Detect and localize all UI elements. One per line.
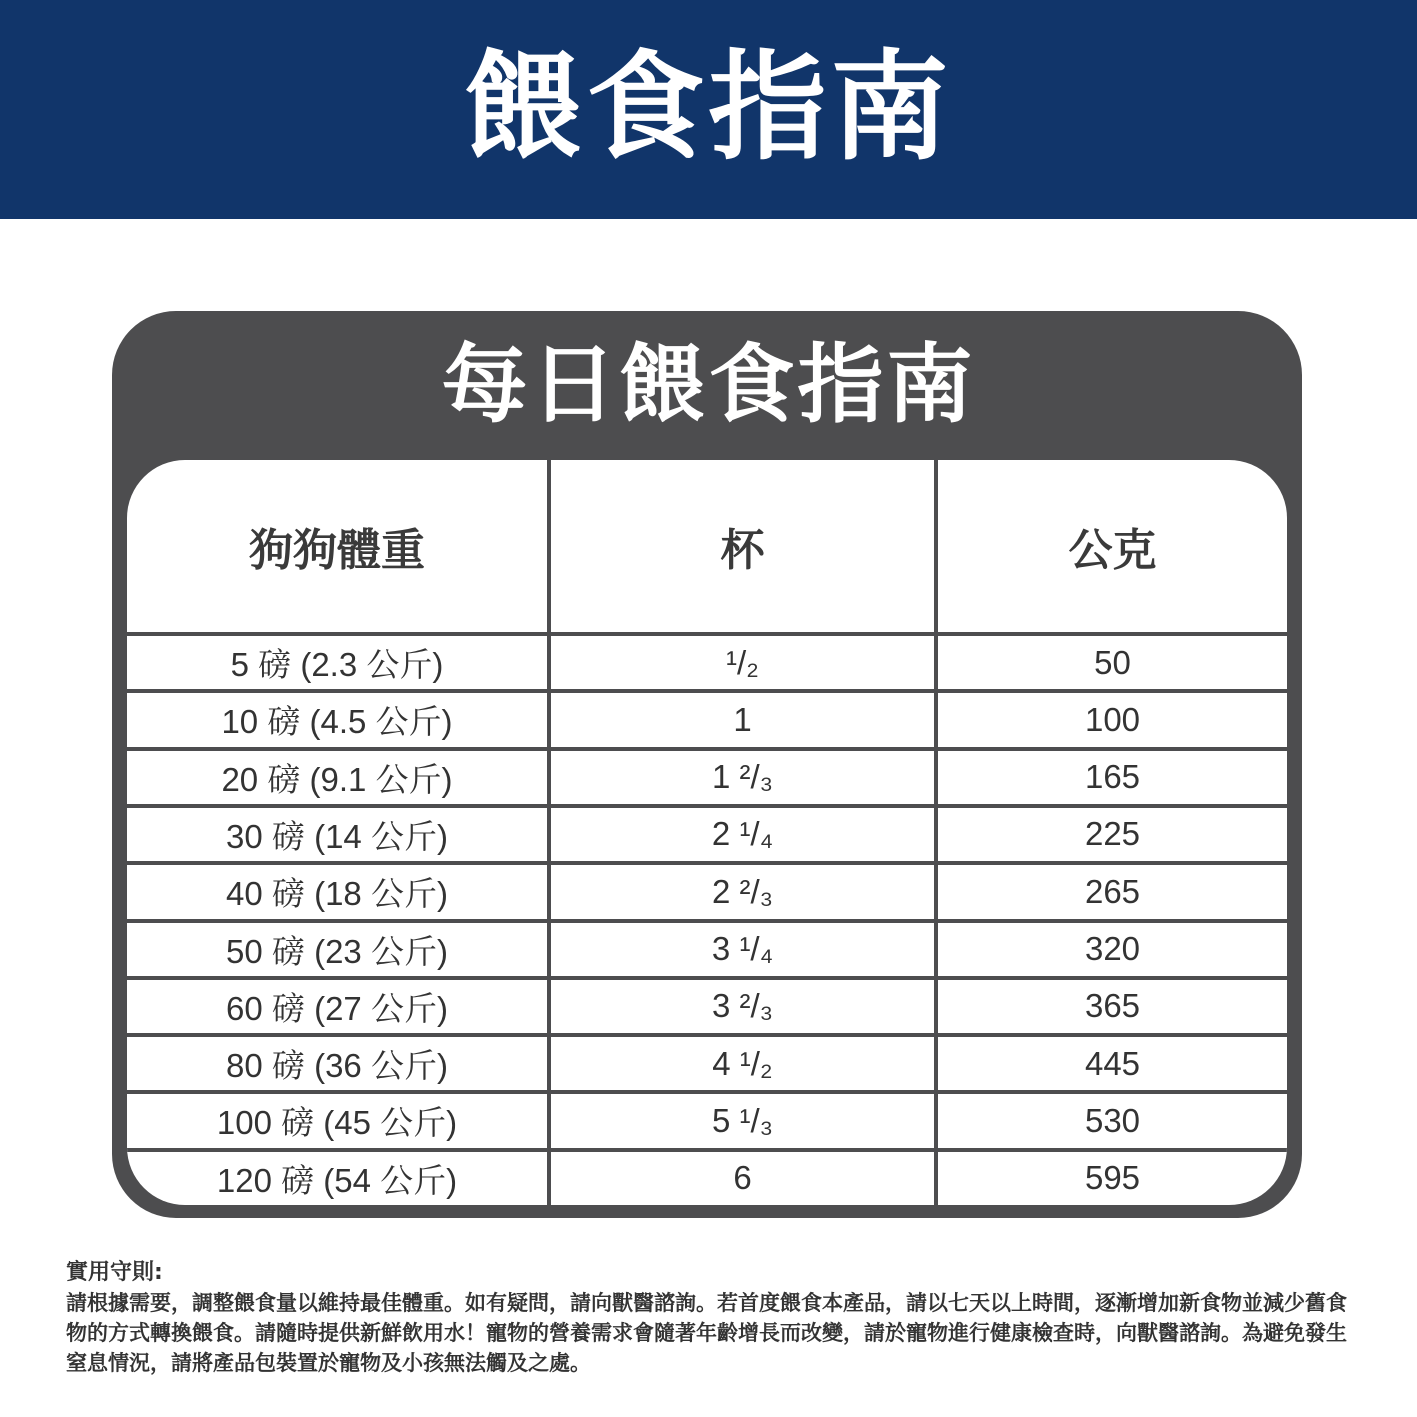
cell-grams: 50 [1094, 643, 1131, 681]
header-cups: 杯 [720, 525, 765, 576]
tips-text: 請根據需要，調整餵食量以維持最佳體重。如有疑問，請向獸醫諮詢。若首度餵食本產品，請以七天以上時間，逐漸增加新食物並減少舊食物的方式轉換餵食。請隨時提供新鮮飲用水！寵物的營養需求會隨著年齡增長而改變，請於寵物進行健康檢查時，向獸醫諮詢。為避免發生窒息情況，請將產品包裝置於寵物及小孩無法觸及之處。 [66, 1291, 1347, 1375]
cell-cups: 2 ²/₃ [711, 872, 774, 910]
table-row [127, 636, 1287, 689]
cell-cups: 6 [733, 1159, 752, 1197]
table-row [127, 1094, 1287, 1147]
cell-cups: 3 ¹/₄ [711, 930, 774, 967]
table-row [127, 980, 1287, 1033]
table-row [127, 808, 1287, 861]
header-banner [0, 0, 1417, 219]
cell-weight: 40 磅 (18 公斤) [226, 875, 448, 913]
table-row [127, 693, 1287, 746]
feeding-table [127, 460, 1287, 1205]
header-grams: 公克 [1068, 525, 1157, 576]
cell-grams: 165 [1084, 758, 1141, 796]
practical-tips [66, 1258, 1356, 1378]
cell-grams: 445 [1084, 1044, 1141, 1082]
cell-cups: ¹/₂ [726, 643, 759, 681]
cell-grams: 225 [1084, 815, 1141, 853]
header-dog-weight: 狗狗體重 [249, 525, 425, 576]
cell-cups: 4 ¹/₂ [712, 1044, 773, 1082]
cell-grams: 320 [1084, 930, 1141, 967]
tips-heading: 實用守則: [66, 1260, 163, 1285]
cell-weight: 50 磅 (23 公斤) [226, 932, 448, 970]
cell-weight: 60 磅 (27 公斤) [226, 989, 448, 1027]
cell-weight: 5 磅 (2.3 公斤) [230, 646, 444, 683]
cell-cups: 1 [733, 700, 752, 738]
cell-cups: 2 ¹/₄ [711, 815, 774, 853]
table-row [127, 1152, 1287, 1205]
table-row [127, 1037, 1287, 1090]
cell-weight: 20 磅 (9.1 公斤) [221, 760, 453, 798]
cell-grams: 530 [1084, 1101, 1141, 1139]
cell-grams: 100 [1084, 700, 1141, 738]
cell-grams: 595 [1084, 1159, 1141, 1197]
table-row [127, 865, 1287, 918]
cell-grams: 265 [1084, 872, 1141, 910]
cell-cups: 1 ²/₃ [711, 758, 774, 796]
guide-title: 每日餵食指南 [441, 335, 976, 435]
banner-title: 餵食指南 [464, 37, 953, 176]
cell-weight: 30 磅 (14 公斤) [226, 817, 448, 855]
cell-weight: 120 磅 (54 公斤) [216, 1161, 458, 1199]
cell-grams: 365 [1084, 987, 1141, 1025]
table-row [127, 751, 1287, 804]
cell-cups: 5 ¹/₃ [711, 1101, 774, 1139]
cell-weight: 100 磅 (45 公斤) [216, 1104, 458, 1142]
cell-cups: 3 ²/₃ [711, 987, 774, 1025]
table-row [127, 923, 1287, 976]
cell-weight: 80 磅 (36 公斤) [226, 1047, 448, 1085]
cell-weight: 10 磅 (4.5 公斤) [221, 703, 453, 741]
